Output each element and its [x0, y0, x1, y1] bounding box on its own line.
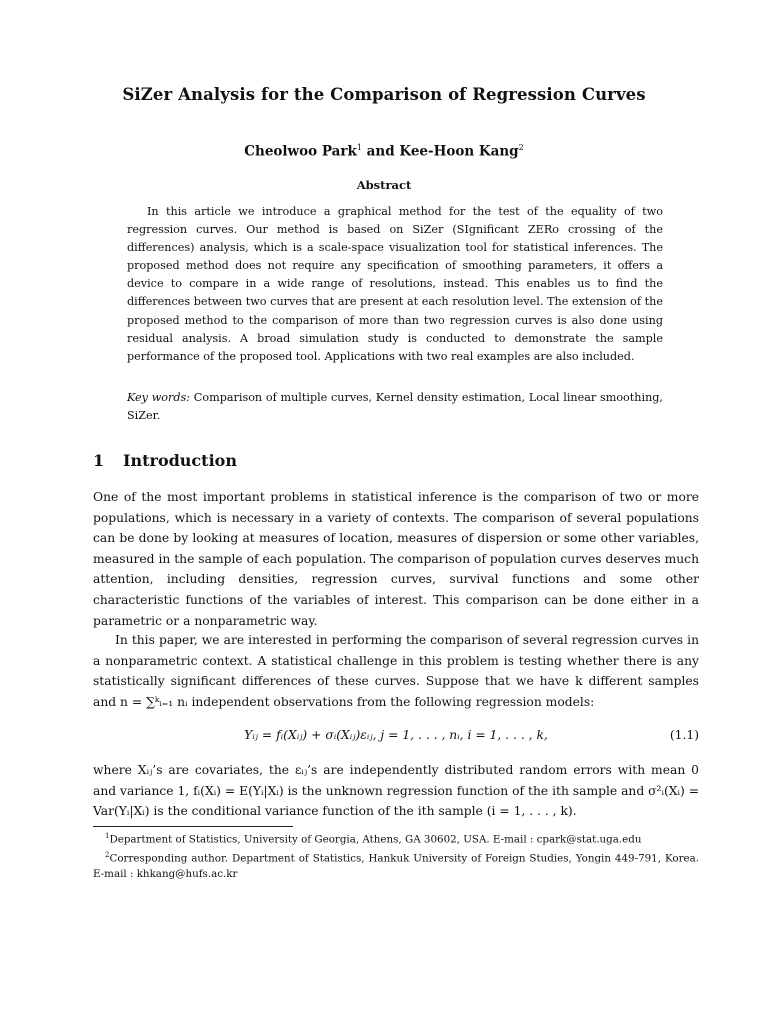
footnote: [93, 848, 699, 883]
author-line: [0, 143, 768, 160]
keywords-label: Key words:: [127, 391, 191, 404]
footnotes: [93, 829, 699, 883]
footnote: [93, 829, 699, 848]
equation-body: Yᵢⱼ = fᵢ(Xᵢⱼ) + σᵢ(Xᵢⱼ)εᵢⱼ, j = 1, . . . , nᵢ, i = 1, . . . , k,: [244, 728, 548, 742]
intro-paragraph-2: In this paper, we are interested in performing the comparison of several regression curves in a nonparametric context. A statistical challenge in this problem is testing whether there is any statistically significant differences of these curves. Suppose that we have k different samples and n = ∑ᵏᵢ₌₁ nᵢ independent observations from the following regression models:: [93, 633, 699, 709]
author-joiner: and: [361, 143, 400, 160]
keywords-text: Comparison of multiple curves, Kernel density estimation, Local linear smoothing, SiZer.: [127, 391, 663, 423]
abstract-heading: Abstract: [356, 178, 412, 192]
author-footnote-mark: 2: [518, 143, 524, 152]
footnote-text: Department of Statistics, University of Georgia, Athens, GA 30602, USA. E-mail : cpark@stat.uga.edu: [109, 833, 642, 846]
section-number: 1: [93, 451, 105, 470]
footnote-text: Corresponding author. Department of Statistics, Hankuk University of Foreign Studies, Yongin 449-791, Korea. E-mail : khkang@hufs.ac.kr: [93, 852, 699, 881]
author-name: Kee-Hoon Kang: [399, 143, 519, 160]
author-name: Cheolwoo Park: [244, 143, 357, 160]
author-footnote-mark: 1: [356, 143, 362, 152]
footnote-rule: [93, 826, 293, 827]
footnote-mark: 2: [105, 851, 110, 860]
intro-paragraph-1: One of the most important problems in statistical inference is the comparison of two or more populations, which is necessary in a variety of contexts. The comparison of several populations can be done by looking at measures of location, measures of dispersion or some other variables, measured in the sample of each population. The comparison of population curves deserves much attention, including densities, regression curves, survival functions and some other characteristic functions of the variables of interest. This comparison can be done either in a parametric or a nonparametric way.: [93, 490, 699, 628]
section-heading: [93, 451, 237, 470]
abstract-text: In this article we introduce a graphical method for the test of the equality of two regression curves. Our method is based on SiZer (SIgnificant ZERo crossing of the differences) analysis, which is a scale-space visualization tool for statistical inferences. The proposed method does not require any specification of smoothing parameters, it offers a device to compare in a wide range of resolutions, instead. This enables us to find the differences between two curves that are present at each resolution level. The extension of the proposed method to the comparison of more than two regression curves is also done using residual analysis. A broad simulation study is conducted to demonstrate the sample performance of the proposed tool. Applications with two real examples are also included.: [127, 205, 663, 363]
keywords: [127, 389, 663, 425]
section-title: Introduction: [123, 451, 237, 470]
equation-1-1: [93, 728, 699, 750]
intro-paragraph-3: where Xᵢⱼ’s are covariates, the εᵢⱼ’s are independently distributed random errors with mean 0 and variance 1, fᵢ(Xᵢ) = E(Yᵢ|Xᵢ) is the unknown regression function of the ith sample and σ²ᵢ(Xᵢ) = Var(Yᵢ|Xᵢ) is the conditional variance function of the ith sample (i = 1, . . . , k).: [93, 763, 699, 819]
footnote-mark: 1: [105, 832, 110, 840]
equation-number: (1.1): [669, 728, 699, 742]
paper-title: SiZer Analysis for the Comparison of Regression Curves: [122, 85, 646, 104]
